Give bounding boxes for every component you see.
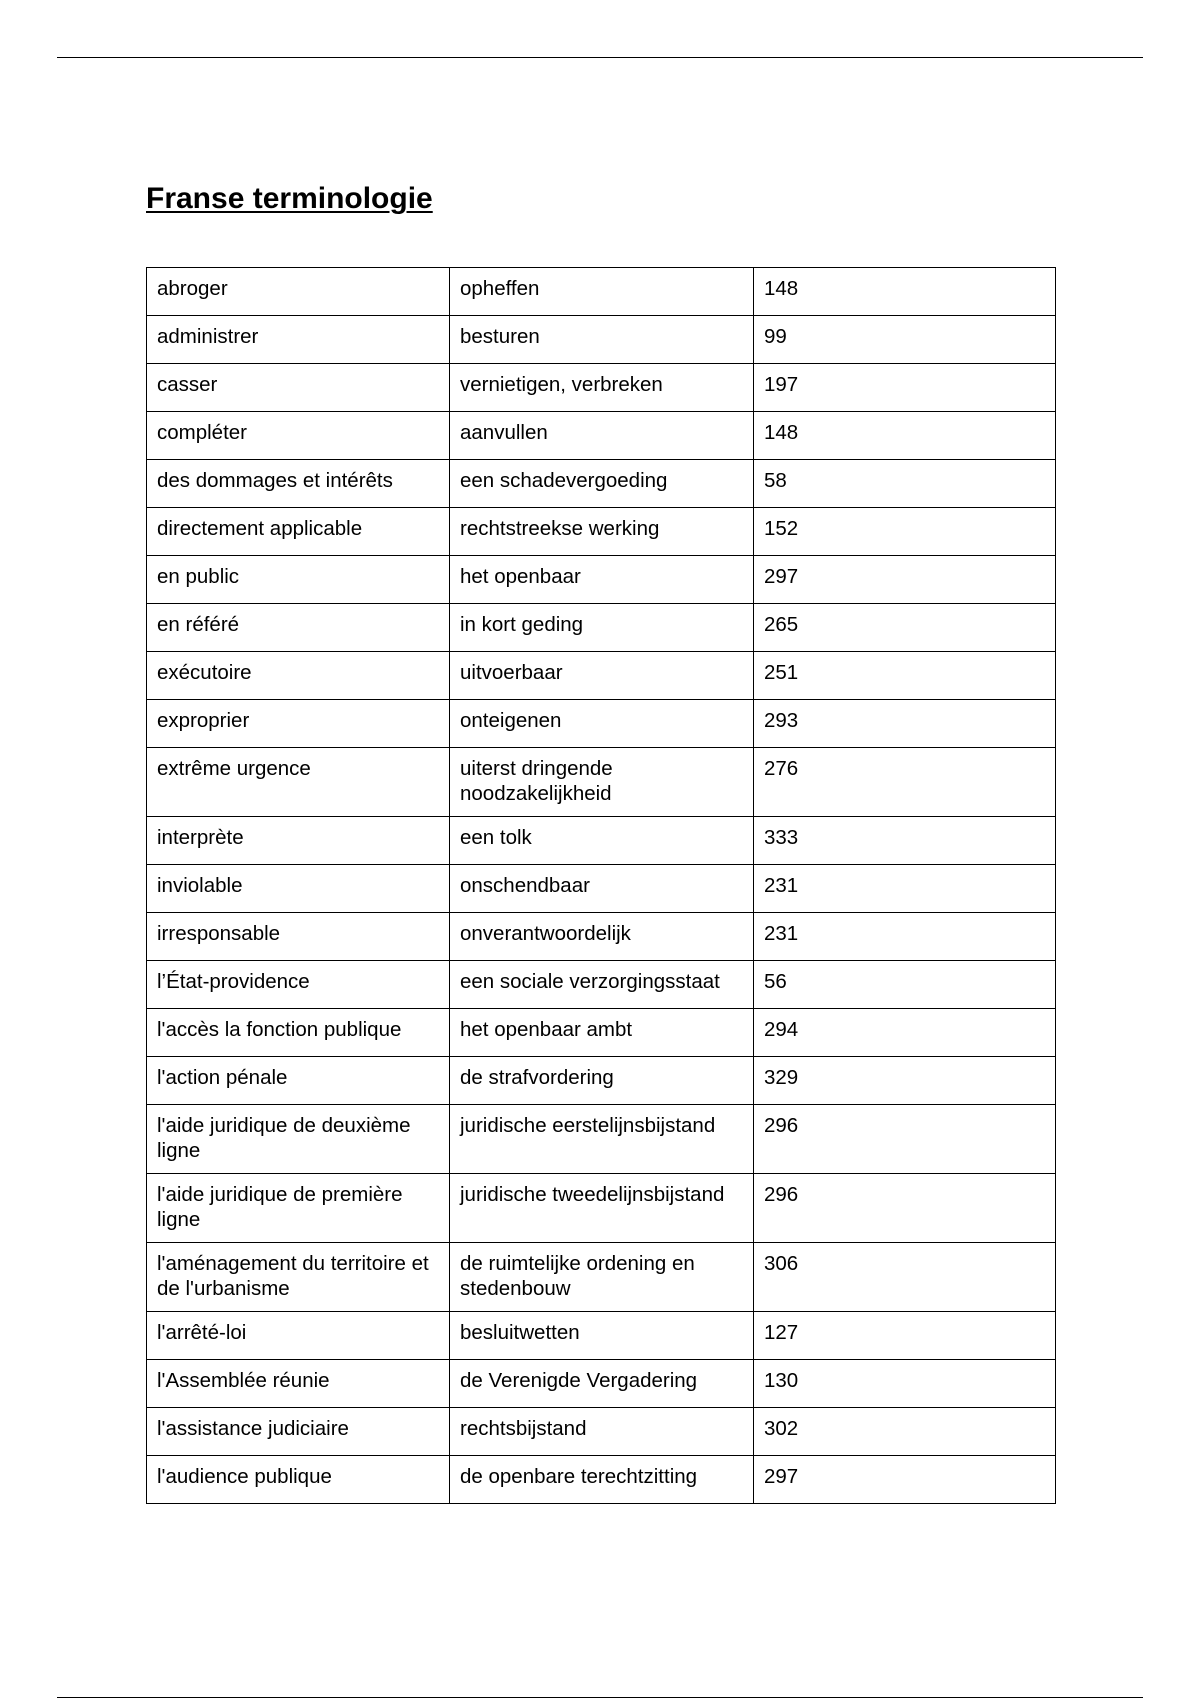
table-row: [147, 1174, 1056, 1243]
page-number-cell: 99: [754, 316, 1056, 364]
dutch-term-cell: onverantwoordelijk: [450, 913, 754, 961]
french-term-cell: irresponsable: [147, 913, 450, 961]
table-row: [147, 1312, 1056, 1360]
french-term-cell: en public: [147, 556, 450, 604]
french-term-cell: extrême urgence: [147, 748, 450, 817]
page-number-cell: 127: [754, 1312, 1056, 1360]
dutch-term-cell: uitvoerbaar: [450, 652, 754, 700]
dutch-term-cell: besturen: [450, 316, 754, 364]
dutch-term-cell: vernietigen, verbreken: [450, 364, 754, 412]
dutch-term-cell: een tolk: [450, 817, 754, 865]
dutch-term-cell: in kort geding: [450, 604, 754, 652]
page-number-cell: 148: [754, 268, 1056, 316]
french-term-cell: l'audience publique: [147, 1456, 450, 1504]
french-term-cell: exproprier: [147, 700, 450, 748]
page-number-cell: 294: [754, 1009, 1056, 1057]
dutch-term-cell: de ruimtelijke ordening en stedenbouw: [450, 1243, 754, 1312]
dutch-term-cell: het openbaar ambt: [450, 1009, 754, 1057]
table-row: [147, 913, 1056, 961]
dutch-term-cell: juridische tweedelijnsbijstand: [450, 1174, 754, 1243]
page-number-cell: 296: [754, 1105, 1056, 1174]
top-rule: [57, 57, 1143, 58]
french-term-cell: l'aide juridique de deuxième ligne: [147, 1105, 450, 1174]
terminology-table-body: [147, 268, 1056, 1504]
page-number-cell: 293: [754, 700, 1056, 748]
table-row: [147, 1456, 1056, 1504]
dutch-term-cell: onschendbaar: [450, 865, 754, 913]
french-term-cell: l'aménagement du territoire et de l'urbanisme: [147, 1243, 450, 1312]
page-number-cell: 56: [754, 961, 1056, 1009]
page-number-cell: 231: [754, 913, 1056, 961]
dutch-term-cell: opheffen: [450, 268, 754, 316]
dutch-term-cell: rechtsbijstand: [450, 1408, 754, 1456]
table-row: [147, 412, 1056, 460]
table-row: [147, 1360, 1056, 1408]
dutch-term-cell: rechtstreekse werking: [450, 508, 754, 556]
french-term-cell: interprète: [147, 817, 450, 865]
french-term-cell: abroger: [147, 268, 450, 316]
table-row: [147, 316, 1056, 364]
dutch-term-cell: onteigenen: [450, 700, 754, 748]
french-term-cell: l'assistance judiciaire: [147, 1408, 450, 1456]
table-row: [147, 1105, 1056, 1174]
table-row: [147, 508, 1056, 556]
page-number-cell: 276: [754, 748, 1056, 817]
page-number-cell: 329: [754, 1057, 1056, 1105]
table-row: [147, 1057, 1056, 1105]
page-number-cell: 297: [754, 556, 1056, 604]
page-number-cell: 197: [754, 364, 1056, 412]
bottom-rule: [57, 1697, 1143, 1698]
page-number-cell: 306: [754, 1243, 1056, 1312]
table-row: [147, 460, 1056, 508]
page-number-cell: 265: [754, 604, 1056, 652]
table-row: [147, 961, 1056, 1009]
table-row: [147, 1243, 1056, 1312]
table-row: [147, 748, 1056, 817]
dutch-term-cell: aanvullen: [450, 412, 754, 460]
french-term-cell: l'accès la fonction publique: [147, 1009, 450, 1057]
page-number-cell: 302: [754, 1408, 1056, 1456]
dutch-term-cell: besluitwetten: [450, 1312, 754, 1360]
table-row: [147, 268, 1056, 316]
french-term-cell: inviolable: [147, 865, 450, 913]
page-number-cell: 130: [754, 1360, 1056, 1408]
dutch-term-cell: een sociale verzorgingsstaat: [450, 961, 754, 1009]
table-row: [147, 1408, 1056, 1456]
dutch-term-cell: een schadevergoeding: [450, 460, 754, 508]
french-term-cell: l'arrêté-loi: [147, 1312, 450, 1360]
french-term-cell: l'Assemblée réunie: [147, 1360, 450, 1408]
page-number-cell: 296: [754, 1174, 1056, 1243]
french-term-cell: exécutoire: [147, 652, 450, 700]
page-number-cell: 152: [754, 508, 1056, 556]
page-number-cell: 58: [754, 460, 1056, 508]
page-number-cell: 148: [754, 412, 1056, 460]
french-term-cell: l'aide juridique de première ligne: [147, 1174, 450, 1243]
table-row: [147, 865, 1056, 913]
dutch-term-cell: juridische eerstelijnsbijstand: [450, 1105, 754, 1174]
page-number-cell: 333: [754, 817, 1056, 865]
terminology-table: [146, 267, 1056, 1504]
table-row: [147, 364, 1056, 412]
french-term-cell: directement applicable: [147, 508, 450, 556]
page-number-cell: 297: [754, 1456, 1056, 1504]
page-number-cell: 251: [754, 652, 1056, 700]
table-row: [147, 817, 1056, 865]
page-title: Franse terminologie: [146, 182, 433, 215]
table-row: [147, 700, 1056, 748]
french-term-cell: casser: [147, 364, 450, 412]
table-row: [147, 1009, 1056, 1057]
dutch-term-cell: uiterst dringende noodzakelijkheid: [450, 748, 754, 817]
table-row: [147, 604, 1056, 652]
french-term-cell: des dommages et intérêts: [147, 460, 450, 508]
french-term-cell: compléter: [147, 412, 450, 460]
french-term-cell: l'action pénale: [147, 1057, 450, 1105]
table-row: [147, 652, 1056, 700]
dutch-term-cell: de strafvordering: [450, 1057, 754, 1105]
table-row: [147, 556, 1056, 604]
dutch-term-cell: het openbaar: [450, 556, 754, 604]
french-term-cell: en référé: [147, 604, 450, 652]
dutch-term-cell: de openbare terechtzitting: [450, 1456, 754, 1504]
page-number-cell: 231: [754, 865, 1056, 913]
dutch-term-cell: de Verenigde Vergadering: [450, 1360, 754, 1408]
french-term-cell: l’État-providence: [147, 961, 450, 1009]
french-term-cell: administrer: [147, 316, 450, 364]
